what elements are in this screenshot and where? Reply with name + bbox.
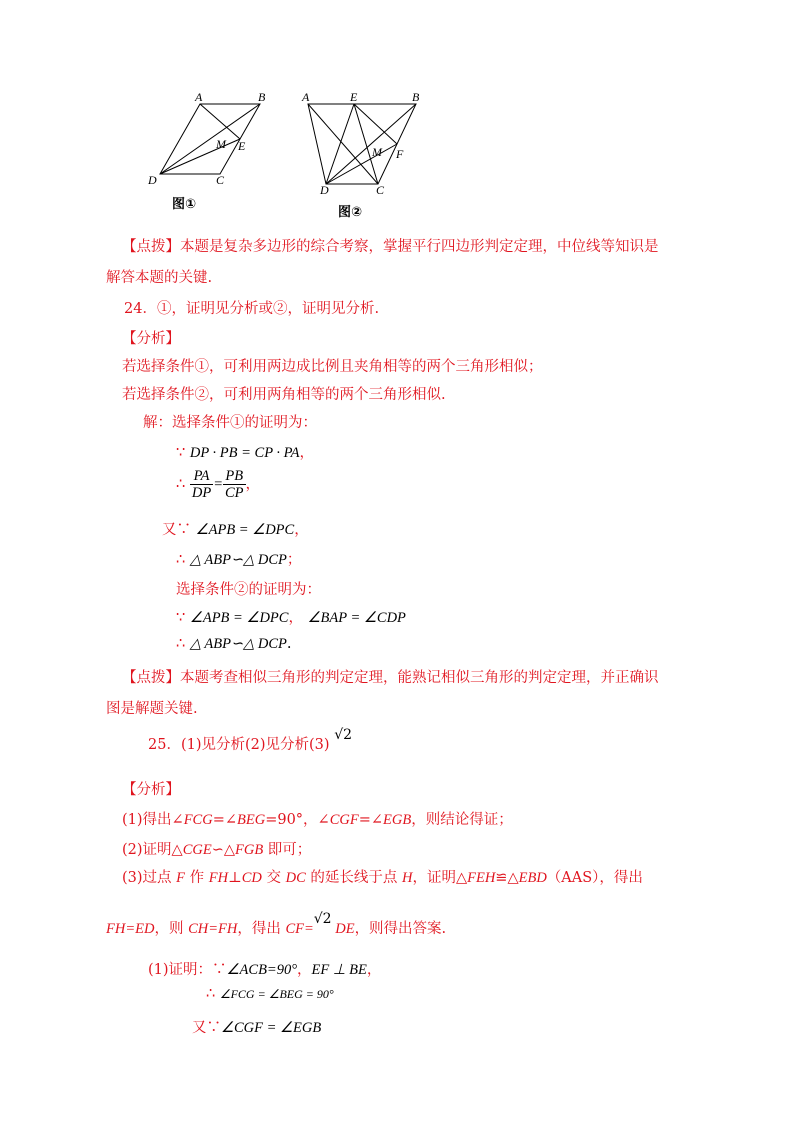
text: （AAS），得出 <box>546 870 643 886</box>
therefore-symbol: ∴ <box>206 986 216 1002</box>
perp-symbol: ⊥ <box>228 870 242 886</box>
figure-2-trapezoid <box>296 92 431 202</box>
comma: ， <box>299 445 315 461</box>
fraction-denominator: DP <box>191 485 212 501</box>
fig1-label-c: C <box>216 173 225 187</box>
text: ，则 <box>154 921 189 937</box>
sqrt-two: √2 <box>313 911 332 927</box>
text: 作 <box>185 870 209 886</box>
text: (1)证明：∵ <box>148 962 227 978</box>
q25-analysis-2 <box>122 838 311 859</box>
text: 交 <box>261 870 286 886</box>
triangle-feh: FEH <box>467 870 496 886</box>
fig2-label-d: D <box>320 183 329 197</box>
text: ， <box>297 962 312 978</box>
q25-answer-text: 25．(1)见分析(2)见分析(3) <box>148 737 330 753</box>
q25-proof-step-2 <box>206 986 334 1002</box>
q24-solution-1-intro: 解：选择条件①的证明为： <box>143 415 317 431</box>
q24-solution-2-intro: 选择条件②的证明为： <box>176 582 321 598</box>
fig2-label-c: C <box>376 183 385 197</box>
q24-step-4 <box>176 548 301 569</box>
fig1-label-b: B <box>258 92 266 104</box>
q25-answer <box>148 727 353 754</box>
text: ，证明△ <box>412 870 468 886</box>
segment-fh: FH <box>208 870 229 886</box>
equation-angle-bap-cdp: ∠BAP = ∠CDP <box>307 610 406 626</box>
text: ， <box>366 962 382 978</box>
fraction-pa-dp <box>190 468 213 501</box>
equation-angle-apb-dpc: ∠APB = ∠DPC <box>189 610 289 626</box>
q24-step-6 <box>176 636 291 653</box>
q24-analysis-heading: 【分析】 <box>122 331 180 347</box>
q25-analysis-3 <box>122 866 643 887</box>
comma: ， <box>288 610 303 626</box>
text: =∠ <box>212 812 238 828</box>
q24-answer: 24．①，证明见分析或②，证明见分析. <box>124 301 380 317</box>
similarity-abp-dcp: △ ABP∽△ DCP <box>189 552 287 568</box>
text: =∠ <box>358 812 384 828</box>
fig1-caption: 图① <box>172 197 197 212</box>
q25-analysis-4 <box>106 911 447 938</box>
fig1-line-de <box>160 139 240 174</box>
angle-fcg-beg-90: ∠FCG = ∠BEG = 90° <box>219 987 334 1001</box>
comma: ， <box>294 522 309 538</box>
text: 即可； <box>263 842 312 858</box>
q25-analysis-1 <box>122 808 513 829</box>
fig2-line-ec <box>354 104 378 184</box>
also-because-symbol: 又∵ <box>162 522 191 538</box>
tip2-line-1: 【点拨】本题考查相似三角形的判定定理，能熟记相似三角形的判定定理，并正确识 <box>122 670 659 686</box>
equals-sign: = <box>213 476 223 493</box>
ch-equals-fh: CH=FH <box>188 921 238 937</box>
text: =90°，∠ <box>265 812 330 828</box>
congruent-symbol: ≌△ <box>495 870 519 886</box>
triangle-ebd: EBD <box>518 870 547 886</box>
text: 的延长线于点 <box>305 870 402 886</box>
q25-proof-step-1 <box>148 958 381 979</box>
fig1-label-e: E <box>238 139 246 153</box>
tip2-line-2: 图是解题关键. <box>106 701 198 717</box>
also-because-symbol: 又∵ <box>192 1020 221 1036</box>
therefore-symbol: ∴ <box>176 476 186 493</box>
tip1-line-1: 【点拨】本题是复杂多边形的综合考察，掌握平行四边形判定定理，中位线等知识是 <box>122 239 659 255</box>
angle-egb: EGB <box>383 812 412 828</box>
fraction-numerator: PA <box>190 468 213 485</box>
semicolon: ； <box>286 552 302 568</box>
fig1-label-a: A <box>195 92 203 104</box>
text: ∽△ <box>211 842 236 858</box>
point-f: F <box>176 870 186 886</box>
fraction-denominator: CP <box>224 485 244 501</box>
fig2-trapezoid-abcd <box>308 104 416 184</box>
segment-cd: CD <box>241 870 262 886</box>
similarity-abp-dcp: △ ABP∽△ DCP <box>189 636 287 652</box>
text: ，则结论得证； <box>411 812 513 828</box>
cf-equals: CF= <box>285 921 314 937</box>
q24-step-5 <box>176 606 406 627</box>
comma: ， <box>245 476 261 493</box>
angle-cgf-egb: ∠CGF = ∠EGB <box>221 1020 322 1036</box>
equation-dp-pb: DP · PB = CP · PA <box>189 445 300 461</box>
fig1-label-m: M <box>216 137 226 151</box>
therefore-symbol: ∴ <box>176 636 186 652</box>
text: (1)得出∠ <box>122 812 184 828</box>
because-symbol: ∵ <box>176 445 186 461</box>
because-symbol: ∵ <box>176 610 186 626</box>
fig2-label-m: M <box>372 145 382 159</box>
q24-analysis-1: 若选择条件①，可利用两边成比例且夹角相等的两个三角形相似； <box>122 359 543 375</box>
text: (3)过点 <box>122 870 177 886</box>
q25-proof-step-3 <box>192 1016 321 1037</box>
q24-step-2 <box>176 468 260 501</box>
equation-angle-apb: ∠APB = ∠DPC <box>195 522 295 538</box>
fig2-label-b: B <box>412 92 420 104</box>
fig2-label-f: F <box>396 147 404 161</box>
angle-beg: BEG <box>237 812 266 828</box>
period: . <box>286 636 292 652</box>
fraction-numerator: PB <box>223 468 246 485</box>
triangle-cge: CGE <box>182 842 212 858</box>
fig2-label-e: E <box>350 92 358 104</box>
fig1-label-d: D <box>148 173 157 187</box>
ef-perp-be: EF ⊥ BE <box>311 962 367 978</box>
text: (2)证明△ <box>122 842 183 858</box>
segment-de: DE <box>331 921 355 937</box>
therefore-symbol: ∴ <box>176 552 186 568</box>
tip1-line-2: 解答本题的关键. <box>106 270 213 286</box>
fraction-pb-cp <box>223 468 246 501</box>
figure-1-parallelogram <box>140 92 280 192</box>
sqrt-two: √2 <box>334 727 353 743</box>
fig2-caption: 图② <box>338 205 363 220</box>
angle-acb-90: ∠ACB=90° <box>226 962 298 978</box>
q24-analysis-2: 若选择条件②，可利用两角相等的两个三角形相似. <box>122 387 446 403</box>
fh-equals-ed: FH=ED <box>106 921 155 937</box>
segment-dc: DC <box>285 870 306 886</box>
text: ，得出 <box>237 921 286 937</box>
angle-cgf: CGF <box>329 812 359 828</box>
fig2-line-df <box>326 144 397 184</box>
point-h: H <box>401 870 413 886</box>
text: ，则得出答案. <box>354 921 447 937</box>
fig2-label-a: A <box>302 92 310 104</box>
triangle-fgb: FGB <box>235 842 264 858</box>
q24-step-1 <box>176 441 314 462</box>
angle-fcg: FCG <box>183 812 213 828</box>
fig1-line-ae <box>200 104 240 139</box>
q25-analysis-heading: 【分析】 <box>122 782 180 798</box>
q24-step-3 <box>162 518 309 539</box>
